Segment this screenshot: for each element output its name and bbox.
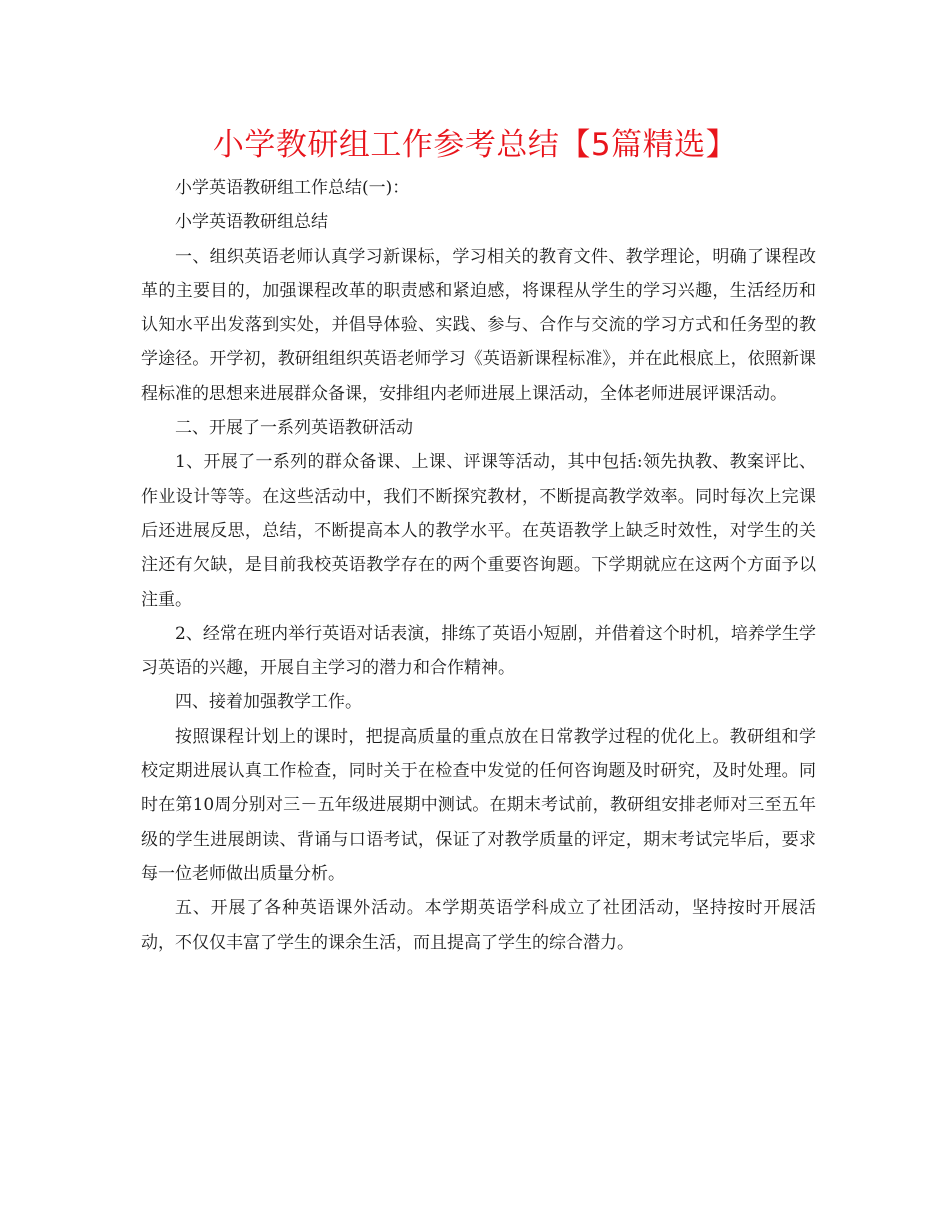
paragraph-heading: 二、开展了一系列英语教研活动 bbox=[175, 418, 413, 439]
document-title: 小学教研组工作参考总结【5篇精选】 bbox=[212, 127, 738, 163]
paragraph: 按照课程计划上的课时，把提高质量的重点放在日常教学过程的优化上。教研组和学校定期进展认真工作检查，同时关于在检查中发觉的任何咨询题及时研究，及时处理。同时在第10周分别对三－五年级进展期中测试。在期末考试前，教研组安排老师对三至五年级的学生进展朗读、背诵与口语考试，保证了对教学质量的评定，期末考试完毕后，要求每一位老师做出质量分析。 bbox=[141, 726, 816, 884]
paragraph: 2、经常在班内举行英语对话表演，排练了英语小短剧，并借着这个时机，培养学生学习英语的兴趣，开展自主学习的潜力和合作精神。 bbox=[141, 623, 816, 679]
paragraph-section-heading: 小学英语教研组总结 bbox=[175, 212, 328, 233]
document-body bbox=[141, 171, 816, 960]
paragraph: 五、开展了各种英语课外活动。本学期英语学科成立了社团活动，坚持按时开展活动，不仅仅丰富了学生的课余生活，而且提高了学生的综合潜力。 bbox=[141, 898, 816, 953]
paragraph: 一、组织英语老师认真学习新课标，学习相关的教育文件、教学理论，明确了课程改革的主要目的，加强课程改革的职责感和紧迫感，将课程从学生的学习兴趣，生活经历和认知水平出发落到实处，并倡导体验、实践、参与、合作与交流的学习方式和任务型的教学途径。开学初，教研组组织英语老师学习《英语新课程标准》，并在此根底上，依照新课程标准的思想来进展群众备课，安排组内老师进展上课活动，全体老师进展评课活动。 bbox=[141, 246, 816, 404]
paragraph: 1、开展了一系列的群众备课、上课、评课等活动，其中包括:领先执教、教案评比、作业设计等等。在这些活动中，我们不断探究教材，不断提高教学效率。同时每次上完课后还进展反思，总结，不断提高本人的教学水平。在英语教学上缺乏时效性，对学生的关注还有欠缺，是目前我校英语教学存在的两个重要咨询题。下学期就应在这两个方面予以注重。 bbox=[141, 452, 816, 610]
paragraph-heading: 四、接着加强教学工作。 bbox=[175, 692, 362, 713]
paragraph-subtitle: 小学英语教研组工作总结(一)： bbox=[175, 178, 410, 198]
